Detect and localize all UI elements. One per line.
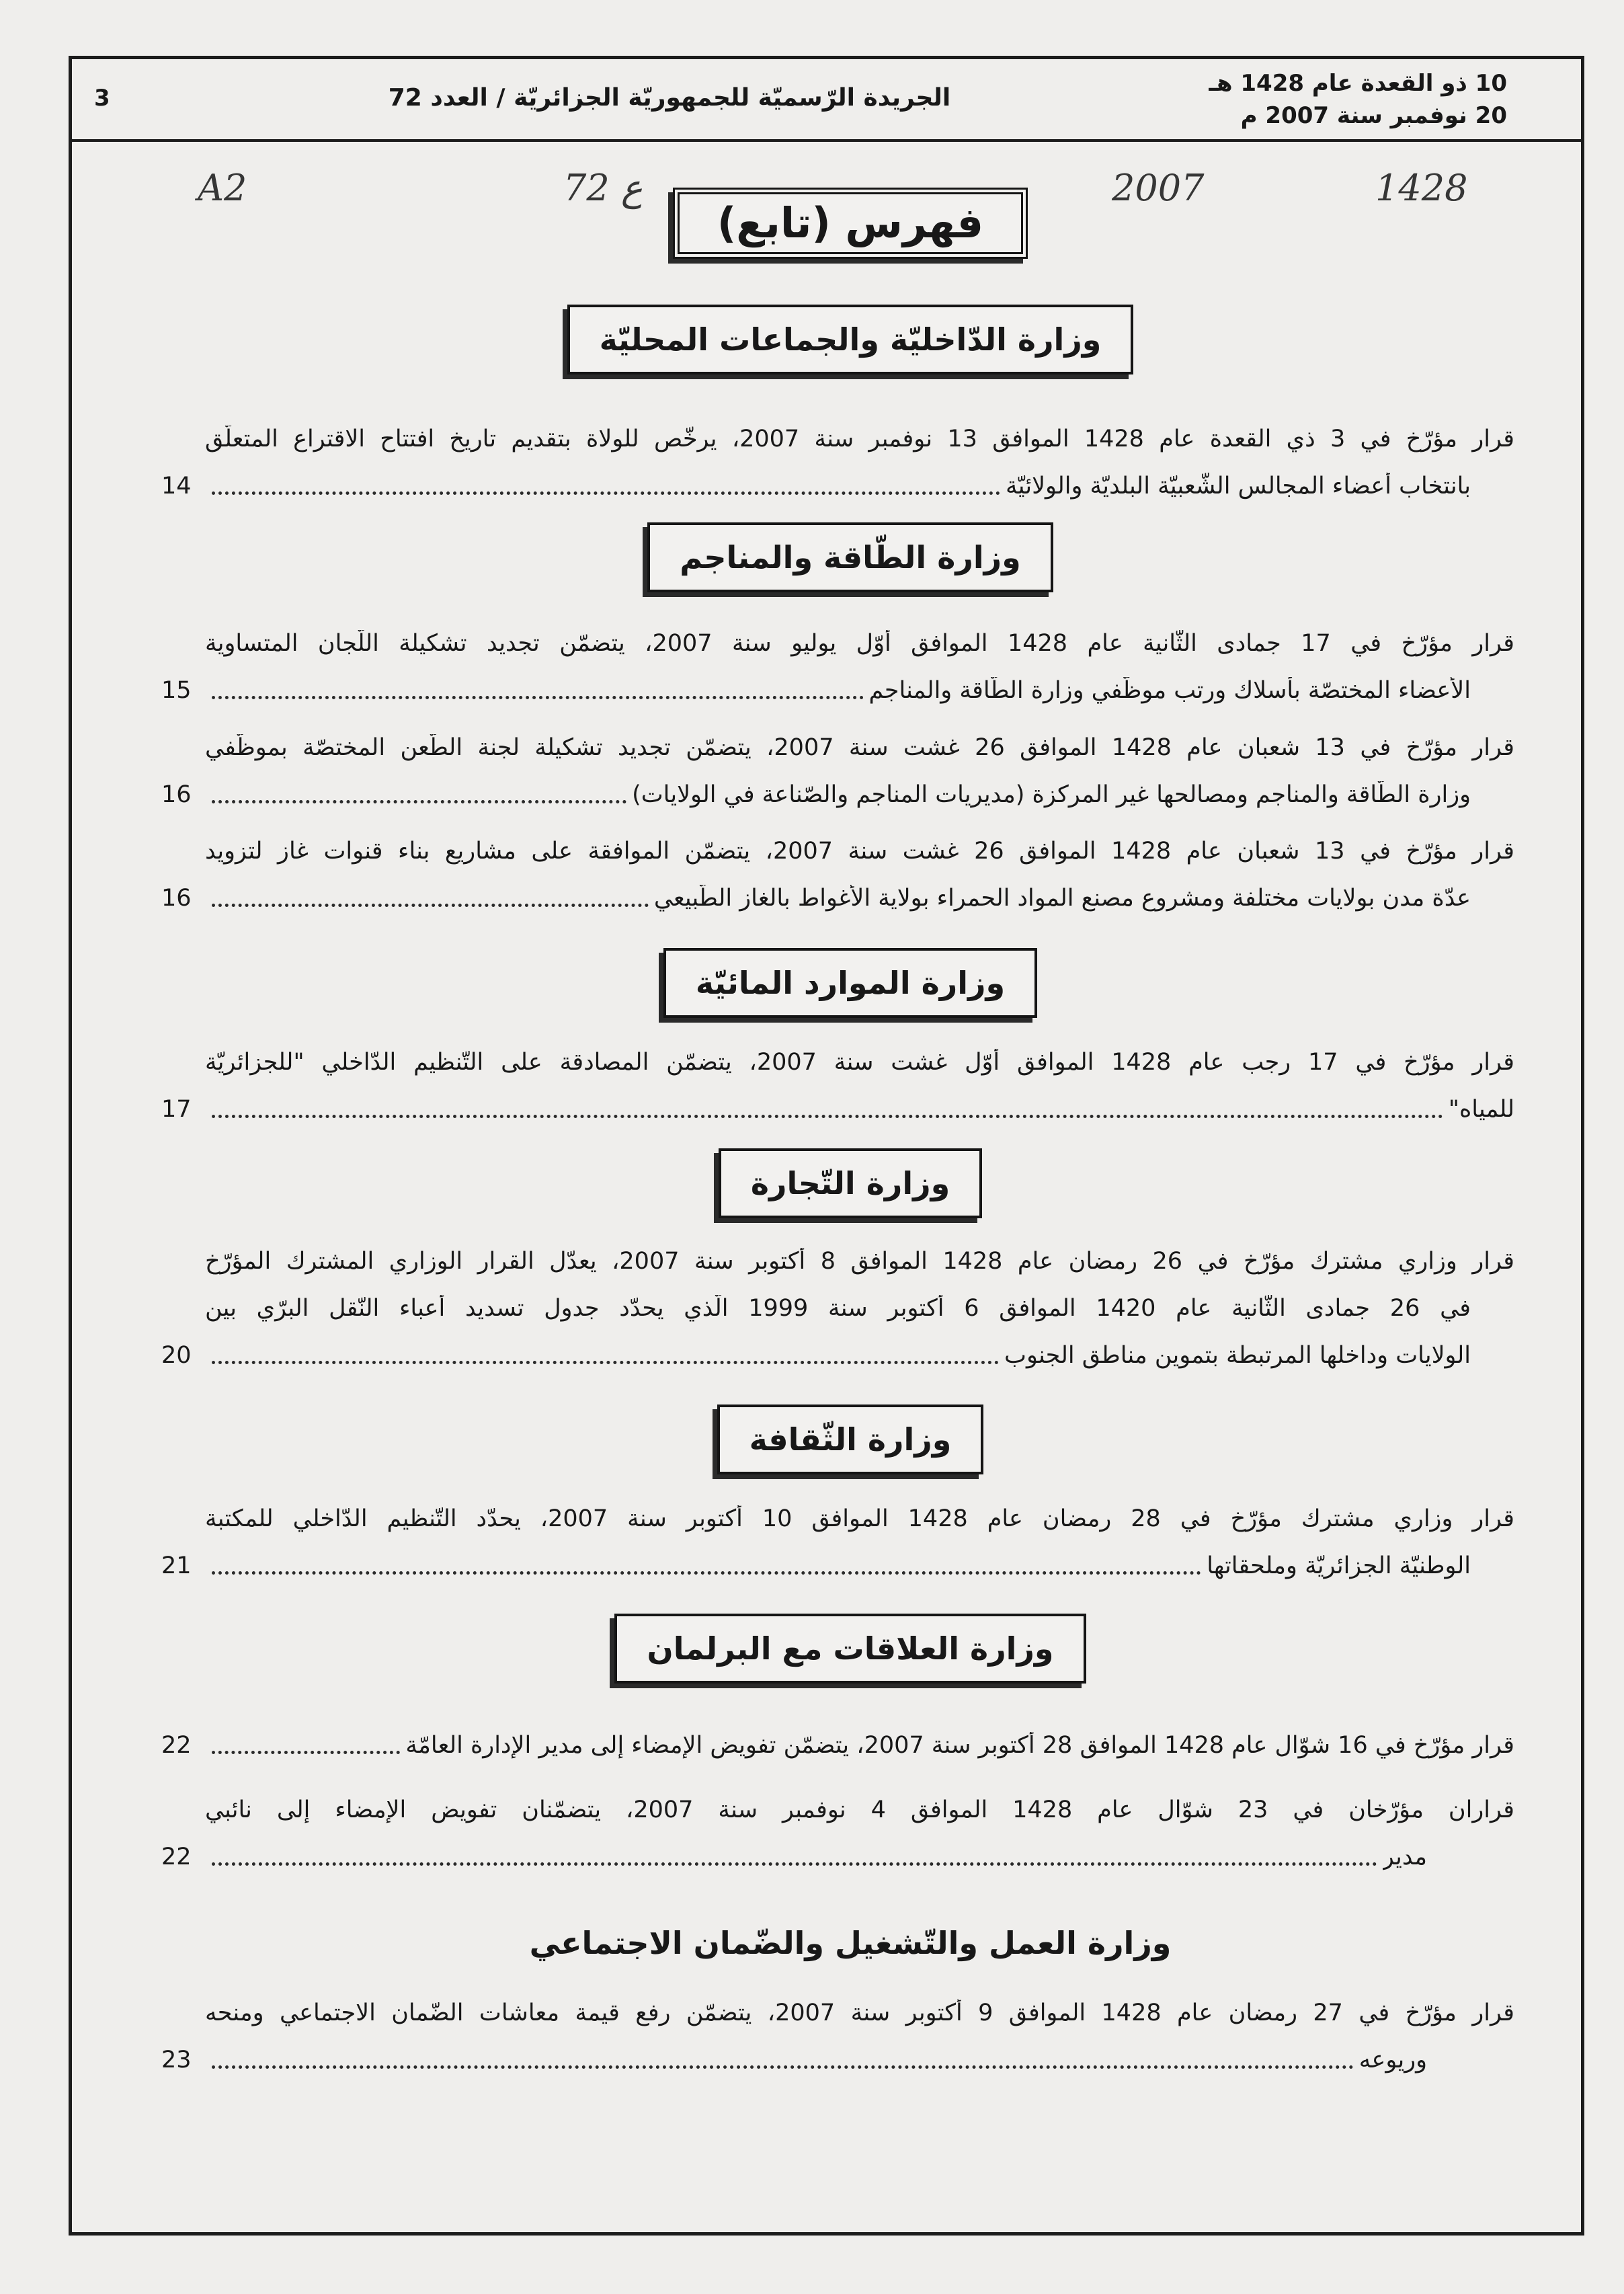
entry-line [161, 1722, 1514, 1769]
dot-leader [212, 696, 864, 699]
entry-text: في 26 جمادى الثّانية عام 1420 الموافق 6 أكتوبر سنة 1999 الّذي يحدّد جدول تسديد أعباء النّقل البرّي بين [205, 1295, 1471, 1322]
index-entry [161, 828, 1514, 922]
ministry-heading-row [77, 1148, 1624, 1218]
index-entry [161, 620, 1514, 714]
dot-leader [212, 2065, 1354, 2069]
ministry-heading: وزارة الثّقافة [717, 1405, 984, 1474]
entry-text: قرار مؤرّخ في 17 جمادى الثّانية عام 1428 الموافق أوّل يوليو سنة 2007، يتضمّن تجديد تشكيلة اللّجان المتساوية [205, 630, 1514, 657]
entry-text: قرار مؤرّخ في 13 شعبان عام 1428 الموافق 26 غشت سنة 2007، يتضمّن تجديد تشكيلة لجنة الطّعن المختصّة بموظّفي [205, 734, 1514, 761]
entry-text: قرار وزاري مشترك مؤرّخ في 26 رمضان عام 1428 الموافق 8 أكتوبر سنة 2007، يعدّل القرار الوزاري المشترك المؤرّخ [205, 1248, 1514, 1275]
ministry-heading: وزارة الموارد المائيّة [663, 948, 1037, 1018]
entry-line [161, 1285, 1514, 1332]
entry-page-number: 22 [161, 1844, 192, 1870]
entry-line [161, 771, 1514, 818]
entry-line [161, 620, 1514, 667]
index-entry [161, 1989, 1514, 2084]
entry-line [161, 463, 1514, 510]
entry-text: وريوعه [1358, 2047, 1427, 2073]
entry-page-number: 21 [161, 1552, 192, 1579]
entry-text: قرار مؤرّخ في 3 ذي القعدة عام 1428 الموافق 13 نوفمبر سنة 2007، يرخّص للولاة بتقديم تاريخ افتتاح الاقتراع المتعلّق [205, 426, 1514, 452]
ministry-heading-row [77, 1614, 1624, 1684]
entry-text: قراران مؤرّخان في 23 شوّال عام 1428 الموافق 4 نوفمبر سنة 2007، يتضمّنان تفويض الإمضاء إلى نائبي [205, 1796, 1514, 1823]
entry-text: قرار مؤرّخ في 16 شوّال عام 1428 الموافق 28 أكتوبر سنة 2007، يتضمّن تفويض الإمضاء إلى مدير الإدارة العامّة [405, 1732, 1514, 1759]
ministry-heading: وزارة التّجارة [719, 1148, 982, 1218]
entry-page-number: 20 [161, 1342, 192, 1369]
index-title: فهرس (تابع) [673, 188, 1028, 259]
header-rule [69, 139, 1584, 142]
entry-line [161, 1086, 1514, 1133]
dot-leader [212, 491, 1000, 495]
entry-line [161, 828, 1514, 875]
ministry-heading-row [77, 948, 1624, 1018]
entry-line [161, 1989, 1514, 2036]
handwritten-note: 1428 [1375, 167, 1468, 209]
dot-leader [212, 1361, 999, 1364]
entry-text: قرار مؤرّخ في 27 رمضان عام 1428 الموافق 9 أكتوبر سنة 2007، يتضمّن رفع قيمة معاشات الضّمان الاجتماعي ومنحه [205, 2000, 1514, 2026]
entry-page-number: 16 [161, 885, 192, 912]
entry-line [161, 1495, 1514, 1542]
entry-text: قرار مؤرّخ في 13 شعبان عام 1428 الموافق 26 غشت سنة 2007، يتضمّن الموافقة على مشاريع بناء قنوات غاز لتزويد [205, 838, 1514, 865]
hijri-date: 10 ذو القعدة عام 1428 هـ [1209, 70, 1507, 97]
entry-line [161, 875, 1514, 922]
index-entry [161, 1039, 1514, 1133]
entry-line [161, 1332, 1514, 1379]
entry-line [161, 667, 1514, 714]
entry-page-number: 14 [161, 473, 192, 500]
entry-line [161, 1542, 1514, 1589]
entry-text: وزارة الطّاقة والمناجم ومصالحها غير المركزة (مديريات المناجم والصّناعة في الولايات) [632, 781, 1471, 808]
handwritten-note: A2 [198, 167, 247, 209]
entry-line [161, 2036, 1514, 2084]
entry-page-number: 17 [161, 1096, 192, 1123]
journal-title: الجريدة الرّسميّة للجمهوريّة الجزائريّة / العدد 72 [388, 84, 951, 112]
entry-line [161, 1039, 1514, 1086]
index-entry [161, 1722, 1514, 1769]
handwritten-note: 72 ع [563, 167, 643, 209]
ministry-heading: وزارة العلاقات مع البرلمان [614, 1614, 1086, 1684]
entry-line [161, 1238, 1514, 1285]
index-entry [161, 1495, 1514, 1589]
entry-text: عدّة مدن بولايات مختلفة ومشروع مصنع المواد الحمراء بولاية الأغواط بالغاز الطّبيعي [653, 885, 1471, 912]
gregorian-date: 20 نوفمبر سنة 2007 م [1240, 102, 1507, 129]
dot-leader [212, 800, 626, 803]
index-title-row [77, 188, 1624, 259]
entry-page-number: 23 [161, 2047, 192, 2073]
page-frame [69, 56, 1584, 2236]
entry-text: للمياه" [1448, 1096, 1514, 1123]
index-entry [161, 724, 1514, 818]
entry-text: مدير [1382, 1844, 1427, 1870]
dot-leader [212, 1115, 1443, 1118]
index-entry [161, 1238, 1514, 1379]
entry-page-number: 22 [161, 1732, 192, 1759]
dot-leader [212, 1571, 1201, 1575]
header-dates [1209, 67, 1507, 132]
ministry-heading: وزارة الدّاخليّة والجماعات المحليّة [567, 305, 1134, 374]
dot-leader [212, 1862, 1377, 1866]
entry-page-number: 16 [161, 781, 192, 808]
entry-line [161, 416, 1514, 463]
ministry-heading-row [77, 305, 1624, 374]
ministry-heading: وزارة الطّاقة والمناجم [647, 522, 1053, 592]
entry-page-number: 15 [161, 677, 192, 704]
ministry-heading-row [77, 522, 1624, 592]
ministry-heading-row [77, 1405, 1624, 1474]
index-entry [161, 416, 1514, 510]
page-number: 3 [94, 85, 110, 112]
entry-text: قرار وزاري مشترك مؤرّخ في 28 رمضان عام 1428 الموافق 10 أكتوبر سنة 2007، يحدّد التّنظيم الدّاخلي للمكتبة [205, 1505, 1514, 1532]
dot-leader [212, 1751, 400, 1754]
entry-text: الولايات وداخلها المرتبطة بتموين مناطق الجنوب [1004, 1342, 1471, 1369]
index-entry [161, 1786, 1514, 1881]
entry-line [161, 1833, 1514, 1881]
handwritten-note: 2007 [1112, 167, 1205, 209]
dot-leader [212, 904, 649, 907]
ministry-heading: وزارة العمل والتّشغيل والضّمان الاجتماعي [529, 1925, 1172, 1961]
entry-text: بانتخاب أعضاء المجالس الشّعبيّة البلديّة والولائيّة [1006, 473, 1471, 500]
entry-text: قرار مؤرّخ في 17 رجب عام 1428 الموافق أوّل غشت سنة 2007، يتضمّن المصادقة على التّنظيم الدّاخلي "للجزائريّة [205, 1049, 1514, 1076]
entry-text: الأعضاء المختصّة بأسلاك ورتب موظّفي وزارة الطّاقة والمناجم [868, 677, 1471, 704]
entry-line [161, 1786, 1514, 1833]
entry-line [161, 724, 1514, 771]
entry-text: الوطنيّة الجزائريّة وملحقاتها [1207, 1552, 1471, 1579]
ministry-heading-row [77, 1922, 1624, 1965]
